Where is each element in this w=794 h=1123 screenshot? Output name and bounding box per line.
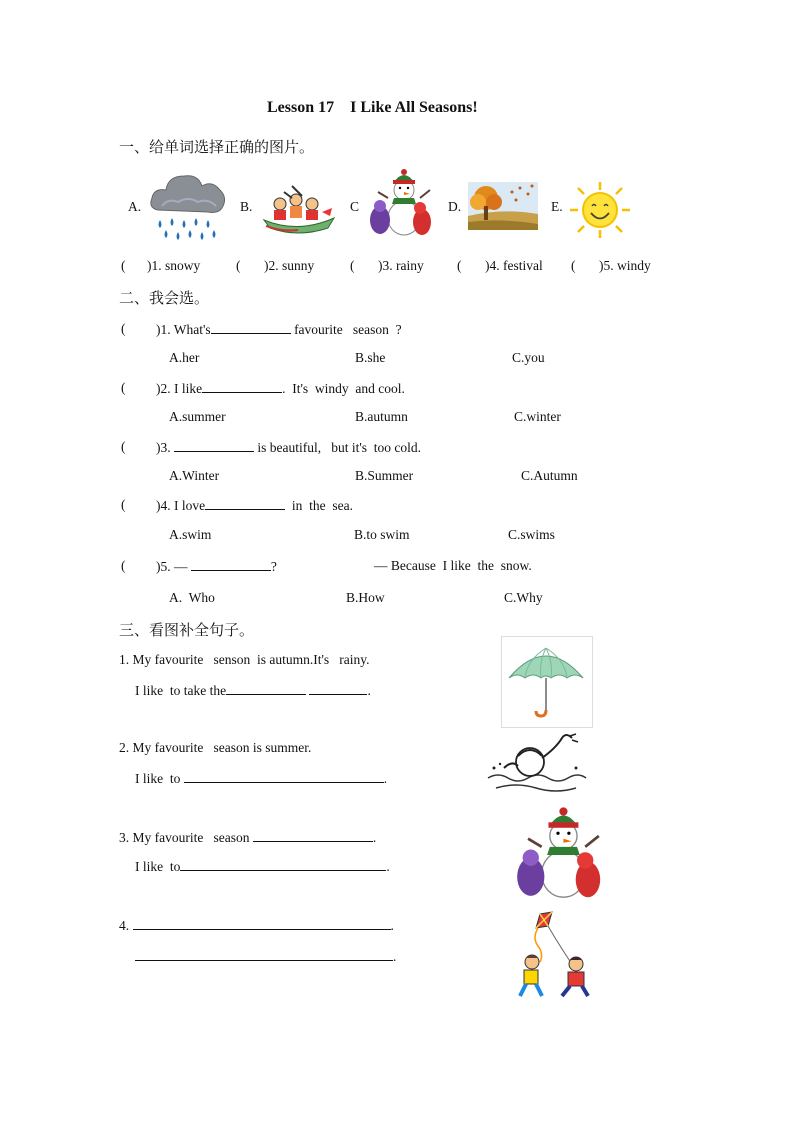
page-title: Lesson 17 I Like All Seasons! (267, 99, 478, 116)
answer-blank[interactable] (133, 917, 391, 930)
option-4a: A.swim (169, 527, 212, 542)
word-paren-5: ( (571, 258, 576, 273)
option-4c: C.swims (508, 527, 555, 542)
answer-blank[interactable] (226, 682, 306, 695)
dragon-boat-icon (262, 182, 336, 238)
picture-label-b: B. (240, 199, 253, 214)
question-3-paren: ( (121, 439, 126, 454)
question-4: )4. I love in the sea. (156, 498, 353, 513)
answer-blank[interactable] (211, 321, 291, 334)
question-4-paren: ( (121, 497, 126, 512)
item-3-line2: I like to . (135, 859, 390, 874)
item-2-line1: 2. My favourite season is summer. (119, 740, 312, 755)
picture-label-e: E. (551, 199, 563, 214)
picture-label-a: A. (128, 199, 142, 214)
word-paren-4: ( (457, 258, 462, 273)
answer-blank[interactable] (135, 948, 393, 961)
section2-heading: 二、我会选。 (119, 289, 210, 307)
question-5-paren: ( (121, 558, 126, 573)
snowman-icon (512, 806, 604, 904)
section3-heading: 三、看图补全句子。 (119, 621, 255, 639)
question-2: )2. I like . It's windy and cool. (156, 381, 405, 396)
question-3: )3. is beautiful, but it's too cold. (156, 440, 422, 455)
option-1c: C.you (512, 350, 545, 365)
question-5-answer: — Because I like the snow. (374, 558, 532, 573)
question-1: )1. What's favourite season ? (156, 322, 402, 337)
answer-blank[interactable] (205, 497, 285, 510)
option-2b: B.autumn (355, 409, 408, 424)
word-4: )4. festival (485, 258, 543, 273)
answer-blank[interactable] (353, 682, 367, 695)
kite-kids-icon (512, 910, 602, 1006)
word-paren-3: ( (350, 258, 355, 273)
word-paren-1: ( (121, 258, 126, 273)
answer-blank[interactable] (202, 380, 282, 393)
answer-blank[interactable] (309, 682, 353, 695)
option-1b: B.she (355, 350, 386, 365)
item-4-line1: 4. . (119, 918, 394, 933)
picture-label-d: D. (448, 199, 462, 214)
option-4b: B.to swim (354, 527, 410, 542)
word-3: )3. rainy (378, 258, 424, 273)
sun-icon (568, 180, 632, 240)
option-2c: C.winter (514, 409, 561, 424)
answer-blank[interactable] (180, 858, 386, 871)
question-1-paren: ( (121, 321, 126, 336)
word-1: )1. snowy (147, 258, 201, 273)
option-1a: A.her (169, 350, 200, 365)
option-5a: A. Who (169, 590, 215, 605)
option-5b: B.How (346, 590, 385, 605)
snowman-icon (368, 168, 432, 240)
option-3b: B.Summer (355, 468, 414, 483)
answer-blank[interactable] (253, 829, 373, 842)
answer-blank[interactable] (174, 439, 254, 452)
word-paren-2: ( (236, 258, 241, 273)
rain-cloud-icon (148, 168, 228, 246)
answer-blank[interactable] (191, 558, 271, 571)
answer-blank[interactable] (184, 770, 384, 783)
picture-label-c: C (350, 199, 360, 214)
option-5c: C.Why (504, 590, 543, 605)
item-4-line2: . (135, 948, 396, 965)
item-1-line2: I like to take the . (135, 683, 371, 698)
item-2-line2: I like to . (135, 771, 388, 786)
item-3-line1: 3. My favourite season . (119, 830, 377, 845)
word-2: )2. sunny (264, 258, 315, 273)
section1-heading: 一、给单词选择正确的图片。 (119, 138, 315, 156)
question-5: )5. — ? (156, 559, 277, 574)
word-5: )5. windy (599, 258, 651, 273)
option-3c: C.Autumn (521, 468, 578, 483)
umbrella-icon (503, 640, 589, 722)
option-2a: A.summer (169, 409, 226, 424)
item-1-line1: 1. My favourite senson is autumn.It's rainy. (119, 652, 370, 667)
autumn-tree-icon (468, 182, 538, 230)
question-2-paren: ( (121, 380, 126, 395)
option-3a: A.Winter (169, 468, 220, 483)
swimmer-icon (486, 728, 586, 798)
